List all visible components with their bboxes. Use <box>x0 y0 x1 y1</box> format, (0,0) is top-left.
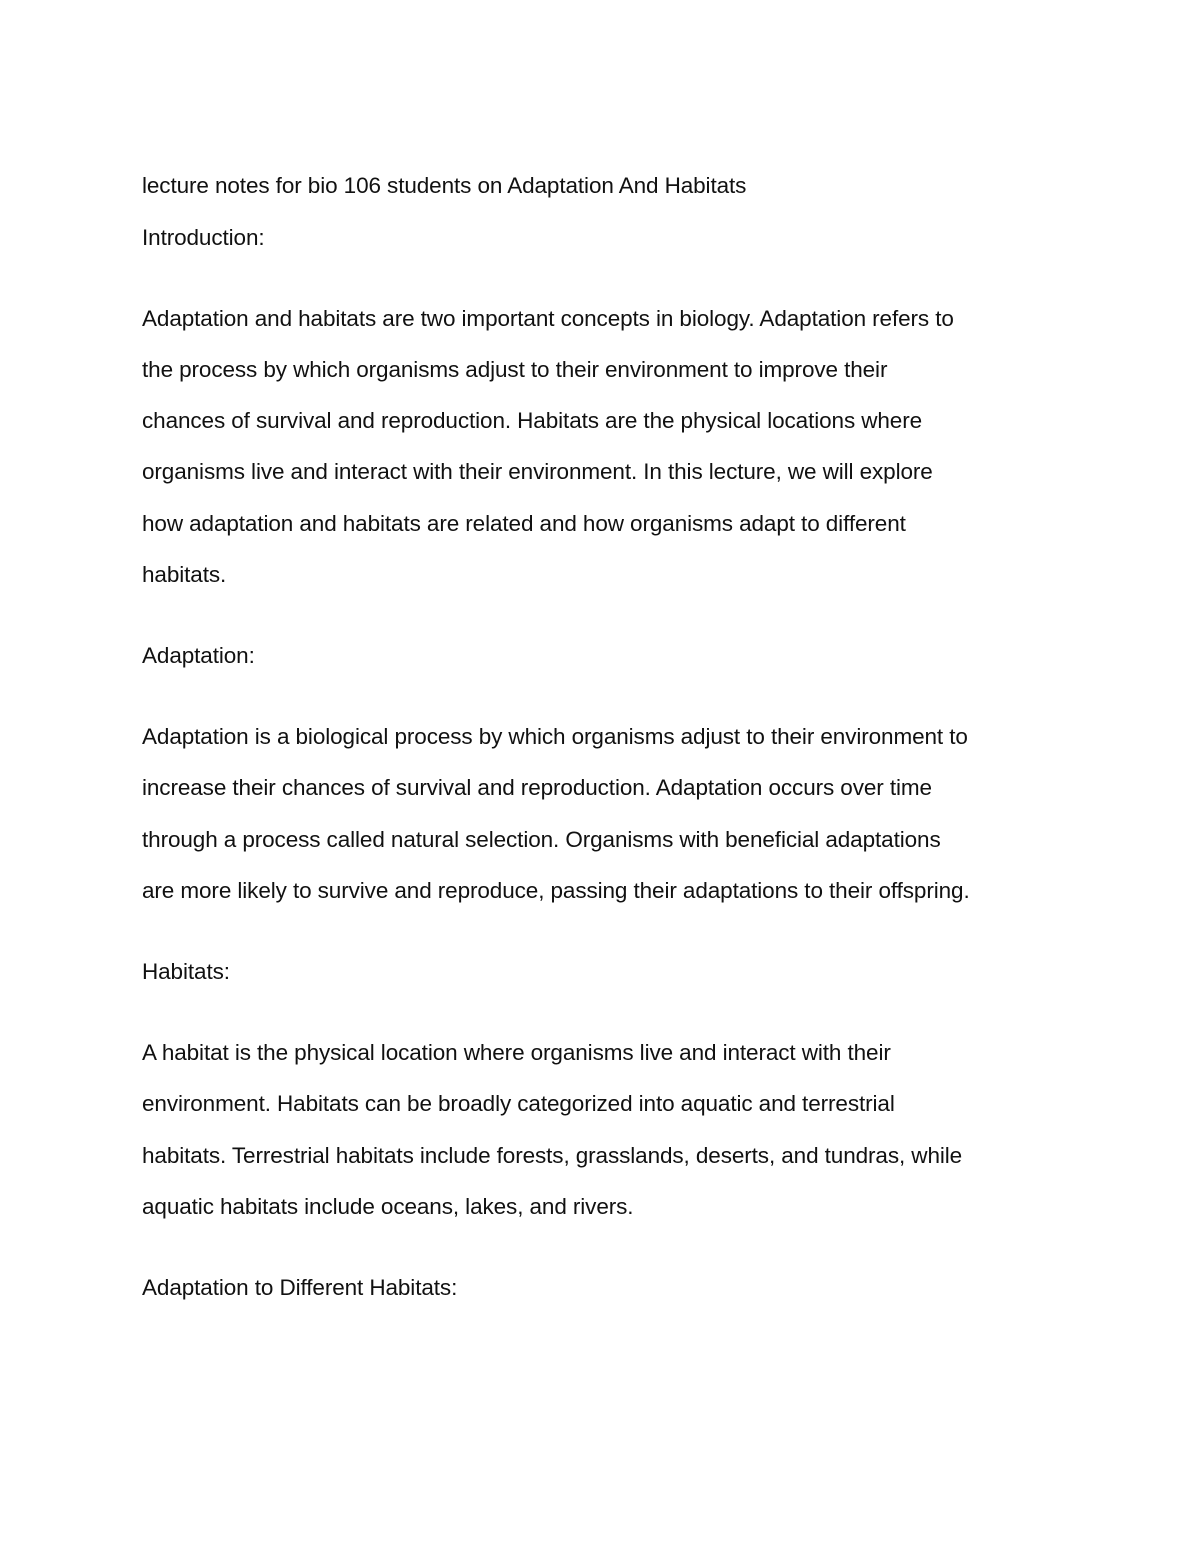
intro-line: the process by which organisms adjust to their environment to improve their <box>142 357 888 382</box>
habitats-line: aquatic habitats include oceans, lakes, and rivers. <box>142 1194 634 1219</box>
adaptation-line: increase their chances of survival and reproduction. Adaptation occurs over time <box>142 775 932 800</box>
intro-heading: Introduction: <box>142 225 265 250</box>
intro-line: habitats. <box>142 562 227 587</box>
different-habitats-heading: Adaptation to Different Habitats: <box>142 1275 458 1300</box>
intro-line: Adaptation and habitats are two important concepts in biology. Adaptation refers to <box>142 306 954 331</box>
adaptation-line: Adaptation is a biological process by which organisms adjust to their environment to <box>142 724 968 749</box>
adaptation-heading: Adaptation: <box>142 643 255 668</box>
adaptation-line: through a process called natural selection. Organisms with beneficial adaptations <box>142 827 941 852</box>
habitats-heading: Habitats: <box>142 959 230 984</box>
intro-line: chances of survival and reproduction. Habitats are the physical locations where <box>142 408 923 433</box>
document-title: lecture notes for bio 106 students on Adaptation And Habitats <box>142 173 747 198</box>
habitats-line: environment. Habitats can be broadly categorized into aquatic and terrestrial <box>142 1091 895 1116</box>
habitats-line: habitats. Terrestrial habitats include forests, grasslands, deserts, and tundras, while <box>142 1143 963 1168</box>
adaptation-line: are more likely to survive and reproduce, passing their adaptations to their offspring. <box>142 878 970 903</box>
habitats-line: A habitat is the physical location where organisms live and interact with their <box>142 1040 891 1065</box>
intro-line: organisms live and interact with their environment. In this lecture, we will explore <box>142 459 933 484</box>
intro-line: how adaptation and habitats are related and how organisms adapt to different <box>142 511 906 536</box>
